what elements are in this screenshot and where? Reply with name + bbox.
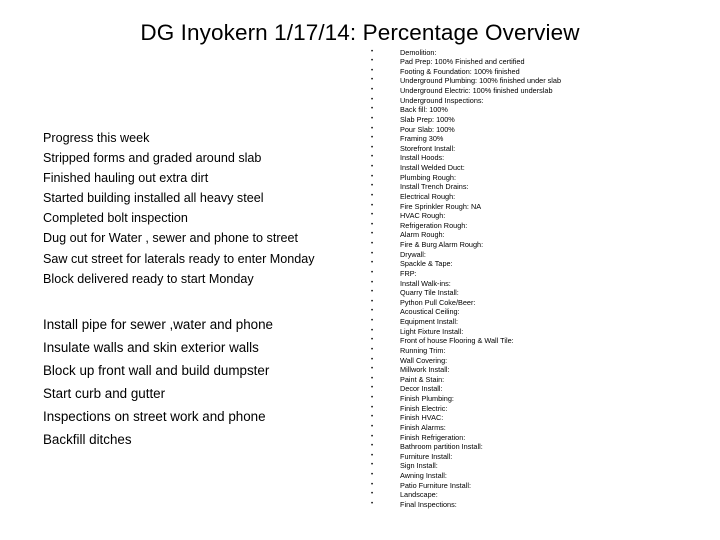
bullet-icon: • xyxy=(371,462,374,469)
bullet-icon: • xyxy=(371,241,374,247)
status-item-label: Landscape: xyxy=(400,490,438,500)
bullet-icon: • xyxy=(371,481,374,488)
status-item-label: HVAC Rough: xyxy=(400,211,446,221)
status-item-label: Pad Prep: 100% Finished and certified xyxy=(400,57,525,67)
status-item xyxy=(371,288,716,298)
status-item xyxy=(371,144,716,154)
progress-line: Stripped forms and graded around slab xyxy=(43,151,262,166)
bullet-icon: • xyxy=(371,491,374,498)
status-item xyxy=(371,423,716,433)
status-item-label: Awning Install: xyxy=(400,471,447,480)
status-item xyxy=(371,240,716,250)
status-item xyxy=(371,365,716,375)
status-item-label: FRP: xyxy=(400,268,417,278)
status-item-label: Framing 30% xyxy=(400,134,444,144)
bullet-icon: • xyxy=(371,164,374,170)
progress-line: Completed bolt inspection xyxy=(43,211,188,226)
status-item xyxy=(371,211,716,221)
status-item xyxy=(371,394,716,404)
bullet-icon: • xyxy=(371,221,374,228)
status-item xyxy=(371,67,716,77)
status-item xyxy=(371,452,716,462)
progress-line: Started building installed all heavy steel xyxy=(43,191,264,206)
bullet-icon: • xyxy=(371,298,374,305)
status-item-label: Paint & Stain: xyxy=(400,374,445,384)
status-item xyxy=(371,182,716,192)
status-item-label: Final Inspections: xyxy=(400,499,457,509)
status-item-label: Furniture Install: xyxy=(400,451,453,461)
status-item xyxy=(371,413,716,423)
bullet-icon: • xyxy=(371,366,374,373)
status-item xyxy=(371,230,716,240)
bullet-icon: • xyxy=(371,212,374,219)
status-item xyxy=(371,134,716,144)
bullet-icon: • xyxy=(371,192,374,199)
bullet-icon: • xyxy=(371,375,374,382)
progress-line: Finished hauling out extra dirt xyxy=(43,171,209,186)
bullet-icon: • xyxy=(371,125,374,132)
status-item xyxy=(371,433,716,443)
bullet-icon: • xyxy=(371,472,374,478)
status-item xyxy=(371,105,716,115)
progress-line: Dug out for Water , sewer and phone to street xyxy=(43,231,299,246)
status-item xyxy=(371,221,716,231)
status-item xyxy=(371,269,716,279)
bullet-icon: • xyxy=(371,154,374,161)
bullet-icon: • xyxy=(371,414,374,421)
status-item xyxy=(371,57,716,67)
bullet-icon: • xyxy=(371,202,374,209)
next-step-line: Install pipe for sewer ,water and phone xyxy=(43,317,274,332)
progress-this-week-block xyxy=(43,128,368,289)
bullet-icon: • xyxy=(371,48,374,55)
status-item-label: Millwork Install: xyxy=(400,365,450,375)
status-item-label: Storefront Install: xyxy=(400,143,456,153)
bullet-icon: • xyxy=(371,58,374,65)
progress-line: Saw cut street for laterals ready to enter Monday xyxy=(43,251,315,266)
bullet-icon: • xyxy=(371,423,374,430)
status-item-label: Install Walk-ins: xyxy=(400,278,451,288)
bullet-icon: • xyxy=(371,67,374,74)
bullet-icon: • xyxy=(371,385,374,392)
status-item xyxy=(371,76,716,86)
next-step-line: Inspections on street work and phone xyxy=(43,409,266,424)
next-step-line: Insulate walls and skin exterior walls xyxy=(43,340,259,355)
status-item xyxy=(371,202,716,212)
status-item xyxy=(371,404,716,414)
status-item xyxy=(371,461,716,471)
bullet-icon: • xyxy=(371,500,374,507)
status-item-label: Finish Electric: xyxy=(400,403,448,413)
status-item-label: Bathroom partition Install: xyxy=(400,442,483,452)
status-item-label: Drywall: xyxy=(400,249,426,259)
status-item xyxy=(371,298,716,308)
status-item xyxy=(371,307,716,317)
status-item-label: Electrical Rough: xyxy=(400,191,456,201)
next-step-line: Start curb and gutter xyxy=(43,386,166,401)
status-item xyxy=(371,384,716,394)
bullet-icon: • xyxy=(371,106,374,113)
status-item-label: Refrigeration Rough: xyxy=(400,220,468,230)
bullet-icon: • xyxy=(371,443,374,450)
status-item xyxy=(371,490,716,500)
status-item-label: Demolition: xyxy=(400,47,437,57)
bullet-icon: • xyxy=(371,231,374,238)
status-item-label: Fire Sprinkler Rough: NA xyxy=(400,201,482,211)
bullet-icon: • xyxy=(371,356,374,363)
next-steps-block xyxy=(43,313,368,451)
status-item xyxy=(371,481,716,491)
status-item-label: Footing & Foundation: 100% finished xyxy=(400,66,520,76)
bullet-icon: • xyxy=(371,337,374,344)
bullet-icon: • xyxy=(371,135,374,142)
status-item-label: Finish HVAC: xyxy=(400,413,444,423)
status-item-label: Finish Refrigeration: xyxy=(400,432,466,442)
bullet-icon: • xyxy=(371,308,374,315)
status-item xyxy=(371,327,716,337)
status-item xyxy=(371,336,716,346)
status-item xyxy=(371,173,716,183)
status-item-label: Sign Install: xyxy=(400,461,438,471)
status-item-label: Python Pull Coke/Beer: xyxy=(400,297,476,307)
status-checklist xyxy=(371,48,716,510)
bullet-icon: • xyxy=(371,404,374,411)
status-item-label: Install Welded Duct: xyxy=(400,163,465,172)
bullet-icon: • xyxy=(371,77,374,84)
status-item xyxy=(371,279,716,289)
status-item-label: Underground Electric: 100% finished underslab xyxy=(400,86,553,95)
status-item xyxy=(371,259,716,269)
status-item xyxy=(371,125,716,135)
status-item-label: Wall Covering: xyxy=(400,355,448,365)
status-item xyxy=(371,346,716,356)
status-item-label: Pour Slab: 100% xyxy=(400,124,455,134)
status-item xyxy=(371,86,716,96)
status-item-label: Finish Alarms: xyxy=(400,422,446,432)
status-item-label: Equipment Install: xyxy=(400,317,459,326)
bullet-icon: • xyxy=(371,144,374,151)
status-item-label: Install Trench Drains: xyxy=(400,182,469,192)
bullet-icon: • xyxy=(371,260,374,267)
bullet-icon: • xyxy=(371,87,374,93)
status-item-label: Alarm Rough: xyxy=(400,230,445,240)
status-item xyxy=(371,442,716,452)
status-item-label: Decor Install: xyxy=(400,384,443,394)
bullet-icon: • xyxy=(371,250,374,257)
status-item-label: Back fill: 100% xyxy=(400,105,448,115)
status-item xyxy=(371,250,716,260)
bullet-icon: • xyxy=(371,289,374,296)
status-item-label: Underground Plumbing: 100% finished under slab xyxy=(400,76,562,86)
status-item-label: Install Hoods: xyxy=(400,153,445,163)
status-item-label: Acoustical Ceiling: xyxy=(400,307,460,317)
status-item-label: Finish Plumbing: xyxy=(400,394,454,403)
bullet-icon: • xyxy=(371,433,374,440)
progress-line: Block delivered ready to start Monday xyxy=(43,271,254,286)
bullet-icon: • xyxy=(371,279,374,286)
status-item xyxy=(371,375,716,385)
bullet-icon: • xyxy=(371,269,374,276)
bullet-icon: • xyxy=(371,318,374,324)
next-step-line: Block up front wall and build dumpster xyxy=(43,363,270,378)
bullet-icon: • xyxy=(371,115,374,122)
bullet-icon: • xyxy=(371,96,374,103)
status-item-label: Plumbing Rough: xyxy=(400,172,456,182)
status-item-label: Slab Prep: 100% xyxy=(400,114,455,124)
status-item-label: Fire & Burg Alarm Rough: xyxy=(400,240,484,249)
bullet-icon: • xyxy=(371,183,374,190)
status-item xyxy=(371,48,716,58)
next-step-line: Backfill ditches xyxy=(43,432,132,447)
status-item-label: Underground Inspections: xyxy=(400,95,484,105)
status-item xyxy=(371,471,716,481)
progress-line: Progress this week xyxy=(43,131,150,145)
status-item xyxy=(371,115,716,125)
bullet-icon: • xyxy=(371,452,374,459)
status-item xyxy=(371,163,716,173)
status-item xyxy=(371,96,716,106)
status-item xyxy=(371,317,716,327)
status-item xyxy=(371,500,716,510)
status-item xyxy=(371,192,716,202)
bullet-icon: • xyxy=(371,327,374,334)
status-item-label: Running Trim: xyxy=(400,345,446,355)
status-item-label: Light Fixture Install: xyxy=(400,326,464,336)
status-item-label: Spackle & Tape: xyxy=(400,259,453,269)
status-item-label: Patio Furniture Install: xyxy=(400,480,471,490)
status-item xyxy=(371,153,716,163)
slide-title: DG Inyokern 1/17/14: Percentage Overview xyxy=(140,20,580,45)
bullet-icon: • xyxy=(371,395,374,401)
status-item xyxy=(371,356,716,366)
bullet-icon: • xyxy=(371,173,374,180)
status-item-label: Front of house Flooring & Wall Tile: xyxy=(400,336,514,346)
status-item-label: Quarry Tile Install: xyxy=(400,288,459,298)
bullet-icon: • xyxy=(371,346,374,353)
